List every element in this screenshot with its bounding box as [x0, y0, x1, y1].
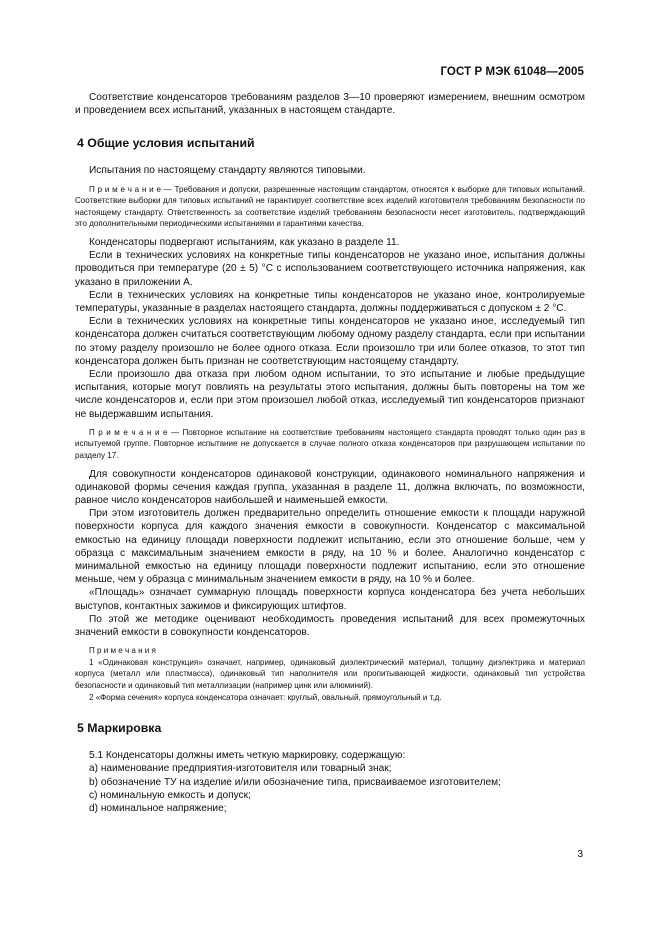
section-4-paragraph-3: Если в технических условиях на конкретные типы конденсаторов не указано иное, испытания должны проводиться при температуре (20 ± 5) °С с использованием соответствующего источника напряжения, как указано в приложении А. [75, 250, 585, 288]
marking-item-c: c) номинальную емкость и допуск; [89, 789, 251, 801]
note-2 [75, 427, 585, 462]
marking-list [75, 749, 585, 815]
section-4-paragraph-10: По этой же методике оценивают необходимость проведения испытаний для всех промежуточных значений емкости в совокупности конденсаторов. [75, 613, 585, 639]
page-content [75, 91, 585, 815]
notes-title: П р и м е ч а н и я [89, 646, 156, 656]
marking-item-d: d) номинальное напряжение; [89, 803, 227, 815]
note-1-label: П р и м е ч а н и е [89, 184, 161, 194]
note-item-1: 1 «Одинаковая конструкция» означает, например, одинаковый диэлектрический материал, толщину диэлектрика и материал корпуса (металл или пластмасса), одинаковый тип наполнителя или пропитывающей жидкости, одинаковый тип устройства безопасности и одинаковый тип металлизации (например цинк или алюминий). [75, 657, 585, 691]
section-4-paragraph-4: Если в технических условиях на конкретные типы конденсаторов не указано иное, контролируемые температуры, указанные в разделах настоящего стандарта, должны поддерживаться с допуском ± 2 °С. [75, 289, 585, 314]
section-4-paragraph-6: Если произошло два отказа при любом одном испытании, то это испытание и любые предыдущие испытания, которые могут повлиять на результаты этого испытания, должны быть повторены на том же числе конденсаторов и, если при этом произошел любой отказ, исследуемый тип конденсаторов признают не выдержавшим испытания. [75, 369, 585, 420]
note-2-label: П р и м е ч а н и е [89, 427, 168, 437]
section-4-paragraph-2: Конденсаторы подвергают испытаниям, как указано в разделе 11. [89, 236, 400, 248]
section-4-paragraph-5: Если в технических условиях на конкретные типы конденсаторов не указано иное, исследуемый тип конденсатора должен считаться соответствующим любому одному разделу стандарта, если при испытании по этому разделу произошло не более одного отказа. Если произошло три или более отказов, то этот тип конденсатора должен быть признан не соответствующим настоящему стандарту. [75, 316, 585, 367]
note-2-text: — Повторное испытание на соответствие требованиям настоящего стандарта проводят только один раз в испытуемой группе. Повторное испытание не допускается в случае полного отказа конденсаторов при разрушающем испытании по разделу 17. [75, 427, 585, 461]
section-4-paragraph-9: «Площадь» означает суммарную площадь поверхности корпуса конденсатора без учета небольших выступов, контактных зажимов и фиксирующих штифтов. [75, 587, 585, 612]
marking-item-a: a) наименование предприятия-изготовителя или товарный знак; [89, 763, 392, 775]
section-5-heading: 5 Маркировка [77, 721, 162, 736]
section-5-lead: 5.1 Конденсаторы должны иметь четкую маркировку, содержащую: [89, 750, 406, 762]
note-item-2: 2 «Форма сечения» корпуса конденсатора означает: круглый, овальный, прямоугольный и т.д. [89, 692, 442, 702]
note-1-text: — Требования и допуски, разрешенные настоящим стандартом, относятся к выборке для типовых испытаний. Соответствие выборки для типовых испытаний не гарантирует соответствие всех изделий изготовителя требованиям безопасности по настоящему стандарту. Ответственность за соответствие изделий требованиям безопасности несет изготовитель, подтверждающий это дополнительными периодическими испытаниями и гарантиями качества. [75, 184, 585, 229]
section-4-paragraph-7: Для совокупности конденсаторов одинаковой конструкции, одинакового номинального напряжения и одинаковой формы сечения каждая группа, указанная в разделе 11, должна включать, по возможности, равное число конденсаторов наибольшей и наименьшей емкости. [75, 468, 585, 507]
section-4-paragraph-8: При этом изготовитель должен предварительно определить отношение емкости к площади наружной поверхности корпуса для каждого значения емкости в совокупности. Конденсатор с максимальной емкостью на единицу площади поверхности подлежит испытанию, если это отношение больше, чем у образца с максимальным значением емкости в ряду, на 10 % и более. Аналогично конденсатор с минимальной емкостью на единицу площади поверхности подлежит испытанию, если это отношение меньше, чем у образца с минимальным значением емкости в ряду, на 10 % и более. [75, 508, 585, 586]
section-4-heading: 4 Общие условия испытаний [77, 136, 255, 151]
section-4-paragraph-1: Испытания по настоящему стандарту являются типовыми. [89, 165, 366, 177]
standard-header: ГОСТ Р МЭК 61048—2005 [440, 66, 584, 78]
marking-item-b: b) обозначение ТУ на изделие и/или обозначение типа, присваиваемое изготовителем; [89, 776, 501, 788]
intro-paragraph: Соответствие конденсаторов требованиям разделов 3—10 проверяют измерением, внешним осмотром и проведением всех испытаний, указанных в настоящем стандарте. [75, 92, 585, 117]
note-1 [75, 184, 585, 230]
page-number: 3 [577, 849, 583, 860]
